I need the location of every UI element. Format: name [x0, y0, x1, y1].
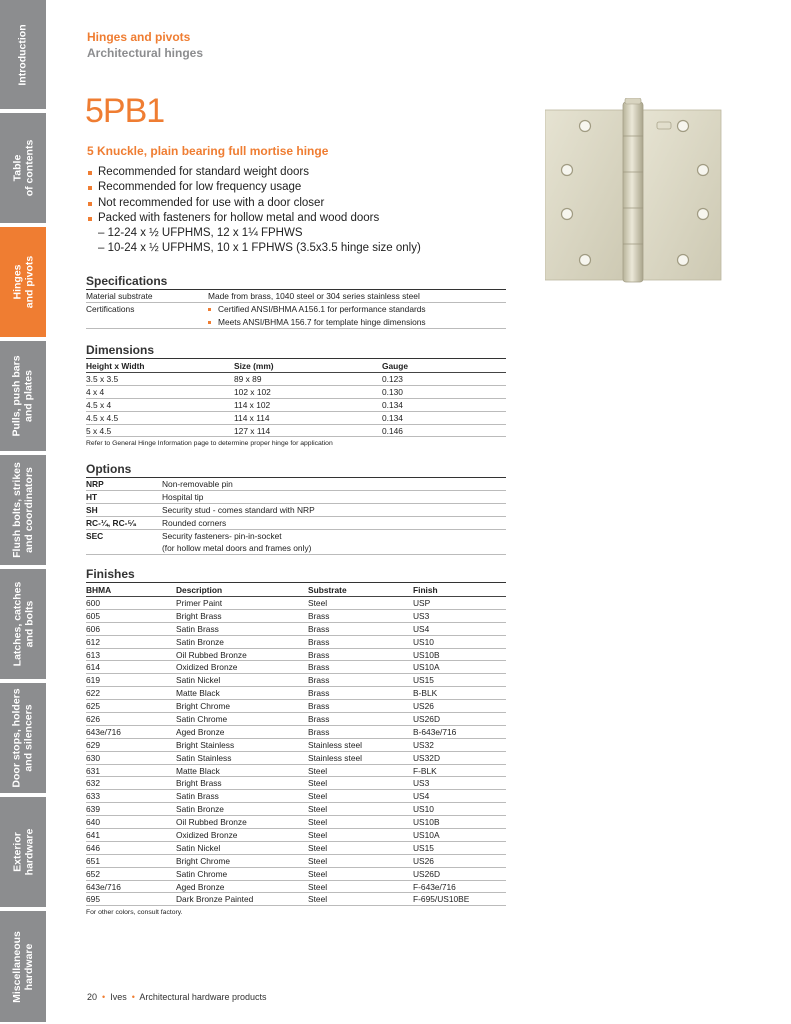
- option-code: [86, 542, 162, 554]
- table-cell: 651: [86, 855, 100, 866]
- section-tab[interactable]: [0, 911, 46, 1024]
- table-cell: Matte Black: [176, 688, 220, 699]
- table-cell: US26D: [413, 868, 440, 879]
- specifications-section: [86, 274, 506, 329]
- hinge-product-image: [545, 98, 727, 284]
- table-cell: US10: [413, 636, 434, 647]
- section-tab[interactable]: [0, 0, 46, 111]
- table-cell: 626: [86, 714, 100, 725]
- section-tab[interactable]: [0, 797, 46, 909]
- option-description: Security fasteners- pin-in-socket: [162, 530, 282, 541]
- table-cell: US10B: [413, 817, 440, 828]
- table-cell: B-643e/716: [413, 726, 457, 737]
- table-cell: Satin Bronze: [176, 636, 224, 647]
- finish-row: [86, 636, 506, 649]
- table-header: [86, 359, 506, 373]
- table-cell: Oil Rubbed Bronze: [176, 649, 247, 660]
- table-cell: Aged Bronze: [176, 726, 225, 737]
- section-tab-label: Exterior hardware: [11, 828, 35, 876]
- table-cell: 632: [86, 778, 100, 789]
- table-cell: US26: [413, 701, 434, 712]
- finish-row: [86, 855, 506, 868]
- table-cell: 629: [86, 739, 100, 750]
- table-cell: 695: [86, 894, 100, 905]
- table-cell: Brass: [308, 623, 330, 634]
- table-cell: 619: [86, 675, 100, 686]
- table-cell: US26D: [413, 714, 440, 725]
- finish-row: [86, 661, 506, 674]
- option-description: Security stud - comes standard with NRP: [162, 504, 315, 515]
- finish-row: [86, 777, 506, 790]
- table-cell: 3.5 x 3.5: [86, 374, 119, 384]
- column-header: Gauge: [382, 361, 409, 371]
- spec-row: [86, 303, 506, 316]
- section-tab-label: Introduction: [17, 23, 29, 86]
- table-cell: Primer Paint: [176, 598, 223, 608]
- table-cell: Bright Brass: [176, 610, 222, 621]
- bullet-square: [208, 308, 211, 311]
- finish-row: [86, 739, 506, 752]
- table-cell: Steel: [308, 894, 328, 905]
- table-cell: Oxidized Bronze: [176, 662, 238, 673]
- table-cell: Steel: [308, 817, 328, 828]
- table-cell: Bright Stainless: [176, 739, 235, 750]
- table-cell: 641: [86, 830, 100, 841]
- options-section: [86, 462, 506, 555]
- table-cell: Satin Chrome: [176, 714, 228, 725]
- table-cell: Brass: [308, 662, 330, 673]
- table-cell: USP: [413, 598, 431, 608]
- table-cell: 614: [86, 662, 100, 673]
- table-cell: 612: [86, 636, 100, 647]
- table-cell: US4: [413, 623, 430, 634]
- table-cell: 646: [86, 842, 100, 853]
- finish-row: [86, 752, 506, 765]
- fastener-line: – 12-24 x ½ UFPHMS, 12 x 1¼ FPHWS: [98, 227, 303, 240]
- dimensions-section: [86, 343, 506, 447]
- table-cell: Oxidized Bronze: [176, 830, 238, 841]
- table-cell: 630: [86, 752, 100, 763]
- table-cell: 0.146: [382, 425, 403, 436]
- feature-bullet: Recommended for low frequency usage: [87, 180, 421, 195]
- table-cell: Satin Brass: [176, 791, 219, 802]
- table-cell: 114 x 102: [234, 399, 271, 410]
- fastener-line: – 10-24 x ½ UFPHMS, 10 x 1 FPHWS (3.5x3.5 hinge size only): [98, 242, 421, 255]
- table-cell: Satin Chrome: [176, 868, 228, 879]
- table-cell: F-BLK: [413, 765, 437, 776]
- dimension-row: [86, 425, 506, 438]
- section-tabs: [0, 0, 46, 1024]
- spec-label: Certifications: [86, 303, 135, 314]
- section-tab-label: Latches, catches and bolts: [11, 581, 36, 667]
- finishes-title: Finishes: [86, 567, 135, 581]
- table-cell: US15: [413, 675, 434, 686]
- table-header: [86, 583, 506, 597]
- table-cell: Bright Chrome: [176, 855, 230, 866]
- specifications-title: Specifications: [86, 274, 168, 288]
- table-cell: US10B: [413, 649, 440, 660]
- table-cell: Brass: [308, 701, 330, 712]
- section-tab-label: Pulls, push bars and plates: [11, 355, 36, 437]
- feature-bullet: Packed with fasteners for hollow metal and wood doors: [87, 211, 421, 226]
- feature-list: [87, 165, 421, 257]
- table-cell: 114 x 114: [234, 412, 270, 423]
- table-cell: 127 x 114: [234, 425, 271, 436]
- finish-row: [86, 881, 506, 894]
- table-cell: US3: [413, 778, 430, 789]
- table-cell: F-643e/716: [413, 881, 456, 892]
- finish-row: [86, 816, 506, 829]
- table-cell: 4.5 x 4.5: [86, 412, 119, 423]
- section-tab-label: Flush bolts, strikes and coordinators: [11, 462, 36, 558]
- table-cell: 640: [86, 817, 100, 828]
- table-cell: 613: [86, 649, 100, 660]
- column-header: Substrate: [308, 585, 347, 595]
- finish-row: [86, 790, 506, 803]
- option-description: (for hollow metal doors and frames only): [162, 543, 312, 554]
- finish-row: [86, 610, 506, 623]
- table-cell: Brass: [308, 714, 330, 725]
- table-cell: Brass: [308, 649, 330, 660]
- feature-bullet: Not recommended for use with a door closer: [87, 196, 421, 211]
- table-cell: 643e/716: [86, 881, 121, 892]
- table-cell: 625: [86, 701, 100, 712]
- table-cell: Steel: [308, 855, 328, 866]
- dimension-row: [86, 412, 506, 425]
- section-tab[interactable]: [0, 341, 46, 453]
- table-cell: Satin Brass: [176, 623, 219, 634]
- spec-value: Meets ANSI/BHMA 156.7 for template hinge dimensions: [208, 316, 506, 328]
- option-code: NRP: [86, 479, 104, 489]
- table-cell: 0.134: [382, 399, 403, 410]
- table-cell: 4.5 x 4: [86, 399, 112, 410]
- table-cell: Steel: [308, 791, 328, 802]
- table-cell: Bright Brass: [176, 778, 222, 789]
- table-cell: Steel: [308, 842, 328, 853]
- table-cell: 606: [86, 623, 100, 634]
- table-cell: US3: [413, 610, 430, 621]
- finishes-section: [86, 567, 506, 916]
- table-cell: 4 x 4: [86, 386, 105, 397]
- table-cell: US32D: [413, 752, 440, 763]
- table-cell: 643e/716: [86, 726, 121, 737]
- finish-row: [86, 893, 506, 906]
- footer-separator: •: [131, 992, 135, 1002]
- table-cell: Bright Chrome: [176, 701, 230, 712]
- option-code: SH: [86, 504, 98, 515]
- table-cell: Brass: [308, 726, 330, 737]
- finish-row: [86, 623, 506, 636]
- table-cell: US15: [413, 842, 434, 853]
- spec-value: Certified ANSI/BHMA A156.1 for performance standards: [208, 303, 506, 316]
- table-cell: 622: [86, 688, 100, 699]
- table-cell: Steel: [308, 598, 328, 608]
- section-tab-label: Table of contents: [11, 139, 35, 197]
- section-tab[interactable]: [0, 683, 46, 795]
- dimension-row: [86, 373, 506, 386]
- feature-bullet: Recommended for standard weight doors: [87, 165, 421, 180]
- option-row: [86, 542, 506, 555]
- option-row: [86, 517, 506, 530]
- footer-brand: Ives: [110, 992, 127, 1002]
- option-description: Rounded corners: [162, 517, 227, 528]
- table-cell: Brass: [308, 610, 330, 621]
- spec-label: Material substrate: [86, 291, 153, 301]
- table-cell: 89 x 89: [234, 374, 262, 384]
- table-cell: Steel: [308, 804, 328, 815]
- table-cell: B-BLK: [413, 688, 438, 699]
- option-code: HT: [86, 491, 98, 502]
- table-cell: 0.123: [382, 374, 403, 384]
- page-footer: [87, 992, 266, 1002]
- option-description: Non-removable pin: [162, 479, 233, 489]
- table-cell: F-695/US10BE: [413, 894, 470, 905]
- table-cell: 0.130: [382, 386, 403, 397]
- table-cell: 5 x 4.5: [86, 425, 112, 436]
- option-row: [86, 530, 506, 543]
- table-cell: Brass: [308, 675, 330, 686]
- table-cell: Steel: [308, 778, 328, 789]
- table-cell: Brass: [308, 636, 330, 647]
- table-cell: 0.134: [382, 412, 403, 423]
- table-cell: Satin Nickel: [176, 842, 221, 853]
- table-cell: 633: [86, 791, 100, 802]
- finish-row: [86, 726, 506, 739]
- section-tab-label: Door stops, holders and silencers: [11, 688, 35, 788]
- table-cell: Steel: [308, 868, 328, 879]
- finish-row: [86, 765, 506, 778]
- table-cell: 102 x 102: [234, 386, 271, 397]
- column-header: Height x Width: [86, 361, 145, 371]
- table-cell: Steel: [308, 830, 328, 841]
- table-cell: Aged Bronze: [176, 881, 225, 892]
- table-cell: 605: [86, 610, 100, 621]
- spec-value: Made from brass, 1040 steel or 304 series stainless steel: [208, 291, 420, 301]
- finish-row: [86, 803, 506, 816]
- table-cell: 631: [86, 765, 100, 776]
- table-cell: US10A: [413, 662, 440, 673]
- finish-row: [86, 829, 506, 842]
- table-cell: Satin Bronze: [176, 804, 224, 815]
- spec-label: [86, 316, 208, 328]
- finish-row: [86, 700, 506, 713]
- option-code: RC-¼, RC-⁵⁄₈: [86, 517, 137, 528]
- option-description: Hospital tip: [162, 491, 204, 502]
- dimension-row: [86, 386, 506, 399]
- footer-separator: •: [102, 992, 106, 1002]
- finish-row: [86, 687, 506, 700]
- section-tab[interactable]: [0, 227, 46, 339]
- category-title: Hinges and pivots: [87, 30, 191, 44]
- finish-row: [86, 674, 506, 687]
- column-header: Finish: [413, 585, 438, 595]
- table-cell: Steel: [308, 881, 328, 892]
- section-tab-label: Hinges and pivots: [11, 255, 36, 309]
- table-cell: Stainless steel: [308, 739, 362, 750]
- model-number: 5PB1: [85, 92, 165, 130]
- table-cell: Satin Nickel: [176, 675, 221, 686]
- finish-row: [86, 842, 506, 855]
- dimension-row: [86, 399, 506, 412]
- table-cell: Dark Bronze Painted: [176, 894, 254, 905]
- table-cell: 600: [86, 598, 100, 608]
- table-cell: Satin Stainless: [176, 752, 232, 763]
- table-cell: Steel: [308, 765, 328, 776]
- page-number: 20: [87, 992, 98, 1002]
- section-tab[interactable]: [0, 455, 46, 567]
- dimensions-title: Dimensions: [86, 343, 155, 357]
- option-code: SEC: [86, 530, 104, 541]
- footer-product: Architectural hardware products: [139, 992, 267, 1002]
- table-cell: US26: [413, 855, 434, 866]
- table-cell: US32: [413, 739, 434, 750]
- finish-row: [86, 713, 506, 726]
- option-row: [86, 491, 506, 504]
- finish-row: [86, 649, 506, 662]
- column-header: BHMA: [86, 585, 112, 595]
- product-subtitle: 5 Knuckle, plain bearing full mortise hinge: [87, 144, 329, 158]
- table-cell: US10A: [413, 830, 440, 841]
- finishes-note: For other colors, consult factory.: [86, 909, 183, 917]
- section-tab-label: Miscellaneous hardware: [11, 930, 35, 1003]
- table-cell: US4: [413, 791, 430, 802]
- spec-row: [86, 316, 506, 329]
- section-tab[interactable]: [0, 113, 46, 225]
- finish-row: [86, 597, 506, 610]
- bullet-square: [208, 321, 211, 324]
- option-row: [86, 504, 506, 517]
- option-row: [86, 478, 506, 491]
- subcategory-title: Architectural hinges: [87, 46, 204, 60]
- finish-row: [86, 868, 506, 881]
- table-cell: 639: [86, 804, 100, 815]
- table-cell: US10: [413, 804, 434, 815]
- table-cell: Brass: [308, 688, 330, 699]
- dimensions-note: Refer to General Hinge Information page to determine proper hinge for application: [86, 440, 333, 448]
- options-title: Options: [86, 462, 132, 476]
- table-cell: Oil Rubbed Bronze: [176, 817, 247, 828]
- section-tab[interactable]: [0, 569, 46, 681]
- table-cell: Stainless steel: [308, 752, 362, 763]
- table-cell: Matte Black: [176, 765, 220, 776]
- table-cell: 652: [86, 868, 100, 879]
- column-header: Description: [176, 585, 223, 595]
- spec-row: [86, 290, 506, 303]
- column-header: Size (mm): [234, 361, 274, 371]
